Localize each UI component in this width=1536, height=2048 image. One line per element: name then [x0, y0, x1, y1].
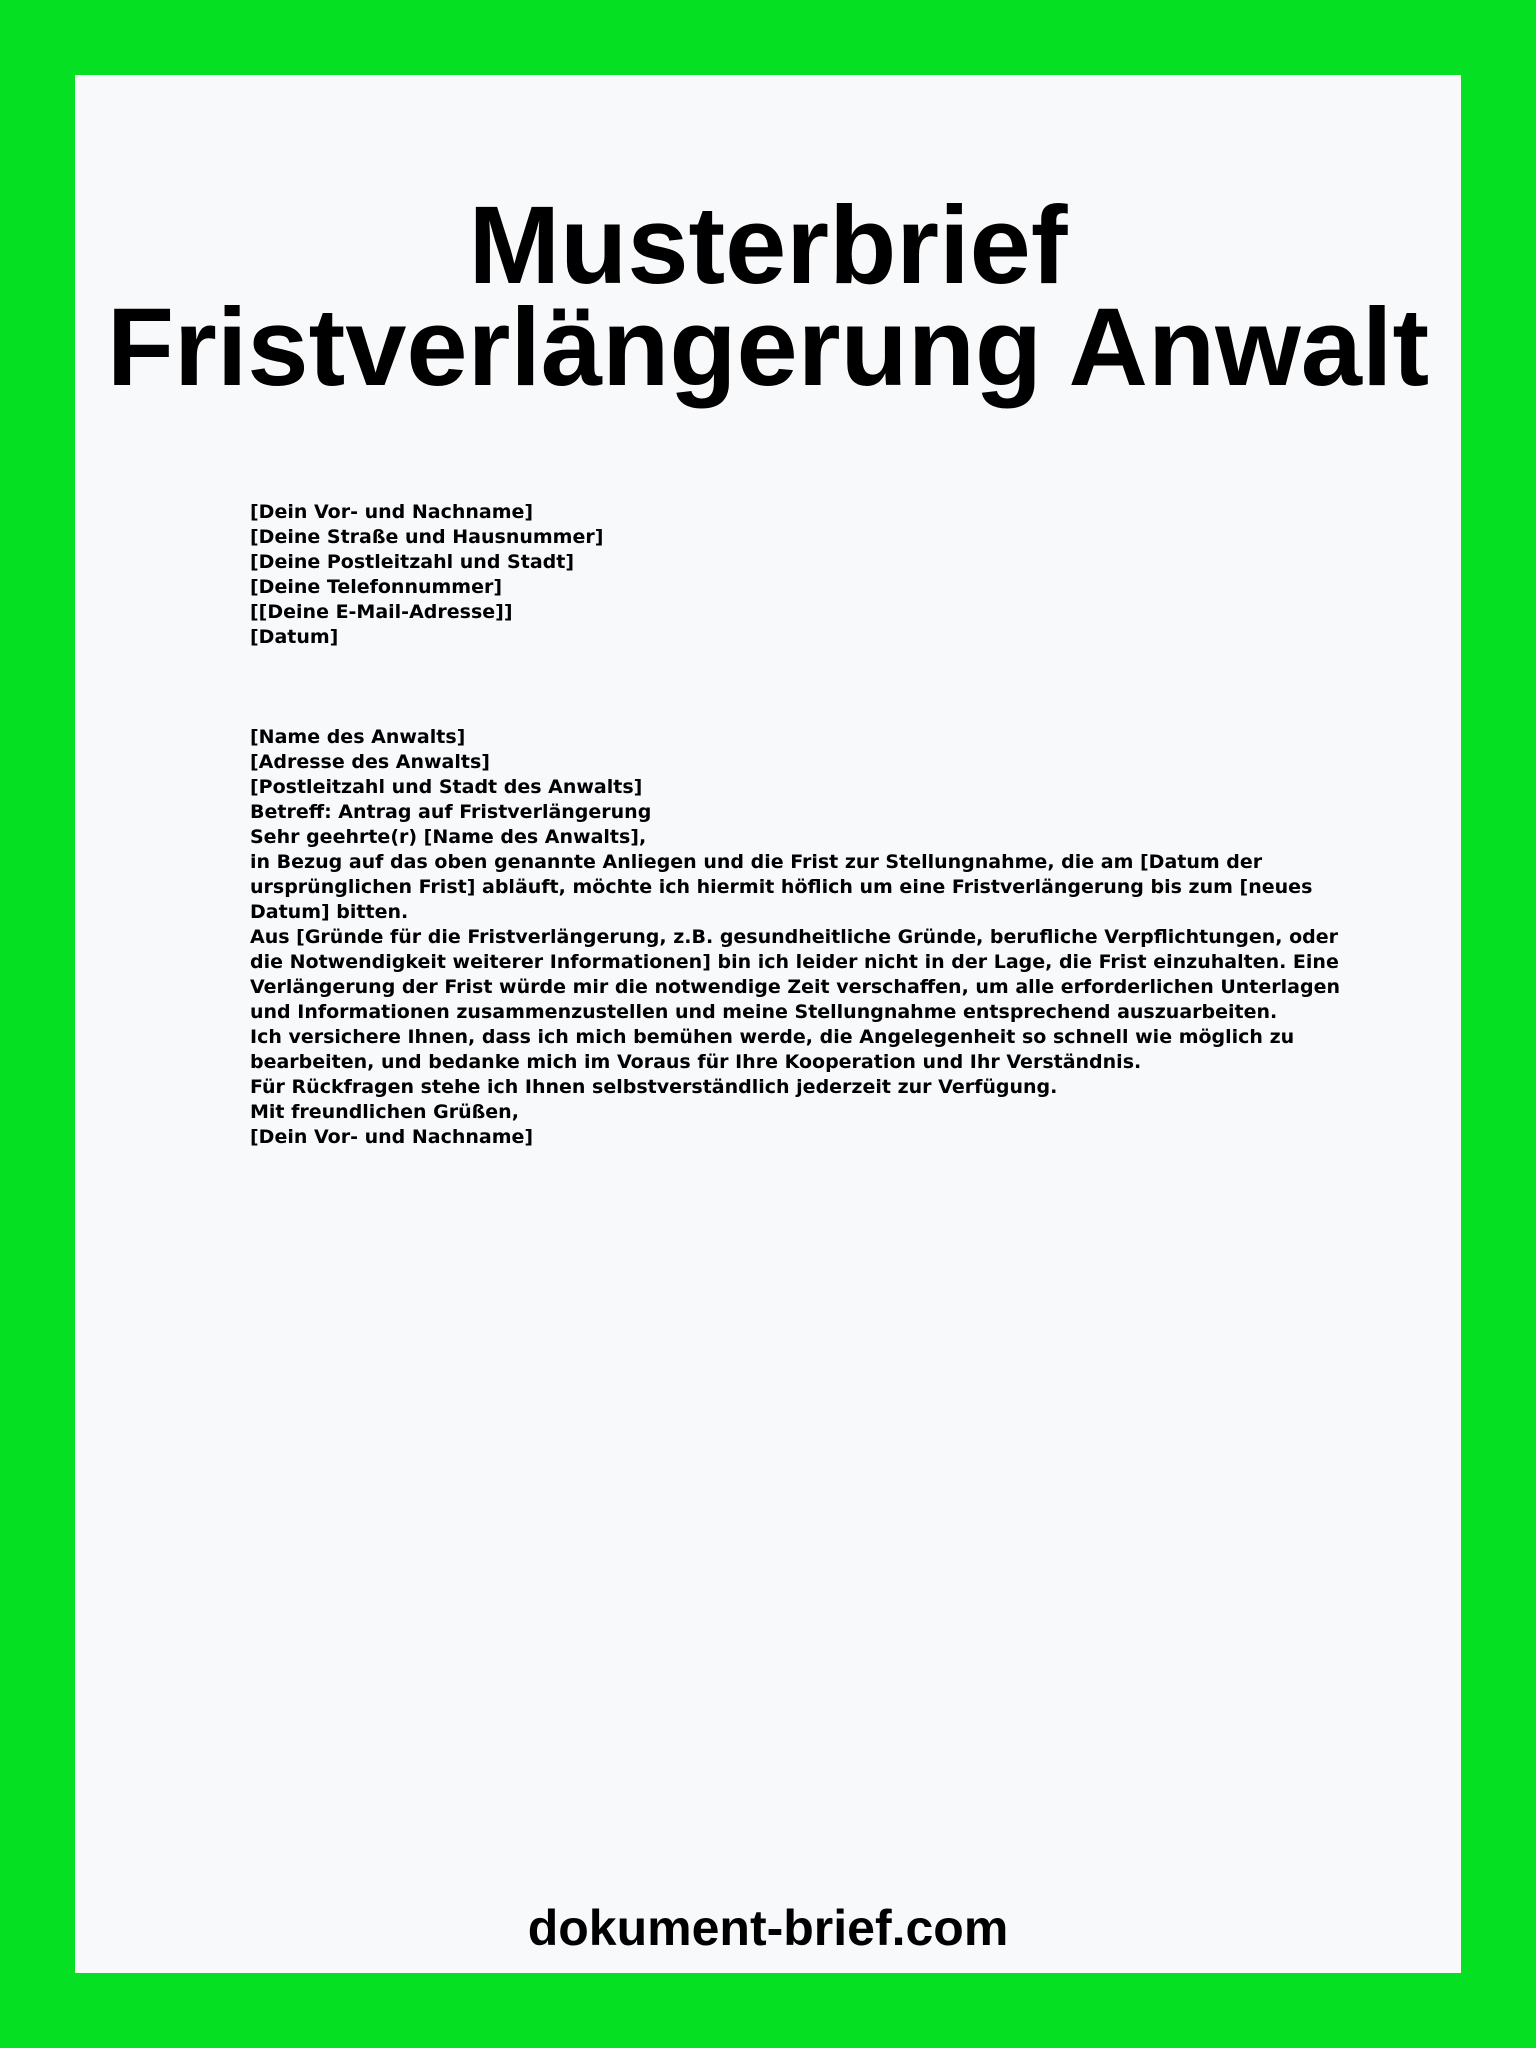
sender-street: [Deine Straße und Hausnummer]	[250, 526, 604, 548]
recipient-address	[250, 725, 1360, 800]
body-paragraph-3: Ich versichere Ihnen, dass ich mich bemühen werde, die Angelegenheit so schnell wie möglich zu bearbeiten, und bedanke mich im Voraus für Ihre Kooperation und Ihr Verständnis.	[250, 1026, 1295, 1073]
closing: Mit freundlichen Grüßen,	[250, 1101, 519, 1123]
sender-address	[250, 500, 1360, 625]
recipient-name: [Name des Anwalts]	[250, 726, 466, 748]
body-paragraph-2: Aus [Gründe für die Fristverlängerung, z.B. gesundheitliche Gründe, berufliche Verpflichtungen, oder die Notwendigkeit weiterer Informationen] bin ich leider nicht in der Lage, die Frist einzuhalten. Eine Verlängerung der Frist würde mir die notwendige Zeit verschaffen, um alle erforderlichen Unterlagen und Informationen zusammenzustellen und meine Stellungnahme entsprechend auszuarbeiten.	[250, 926, 1340, 1023]
footer-website: dokument-brief.com	[527, 1900, 1009, 1956]
page-title	[75, 184, 1461, 409]
body-paragraph-1: in Bezug auf das oben genannte Anliegen und die Frist zur Stellungnahme, die am [Datum der ursprünglichen Frist] abläuft, möchte ich hiermit höflich um eine Fristverlängerung bis zum [neues Datum] bitten.	[250, 851, 1313, 923]
letter-page	[75, 75, 1461, 1973]
salutation: Sehr geehrte(r) [Name des Anwalts],	[250, 826, 647, 848]
title-line-2: Fristverlängerung Anwalt	[106, 286, 1430, 409]
body-paragraph-4: Für Rückfragen stehe ich Ihnen selbstverständlich jederzeit zur Verfügung.	[250, 1076, 1058, 1098]
recipient-address-line: [Adresse des Anwalts]	[250, 751, 490, 773]
sender-phone: [Deine Telefonnummer]	[250, 576, 503, 598]
subject-line: Betreff: Antrag auf Fristverlängerung	[250, 801, 652, 823]
letter-date: [Datum]	[250, 626, 339, 648]
signature: [Dein Vor- und Nachname]	[250, 1126, 534, 1148]
sender-city: [Deine Postleitzahl und Stadt]	[250, 551, 575, 573]
title-line-1: Musterbrief	[468, 184, 1068, 307]
recipient-city: [Postleitzahl und Stadt des Anwalts]	[250, 776, 643, 798]
letter-body	[250, 500, 1360, 1150]
sender-name: [Dein Vor- und Nachname]	[250, 501, 534, 523]
sender-email: [[Deine E-Mail-Adresse]]	[250, 601, 513, 623]
